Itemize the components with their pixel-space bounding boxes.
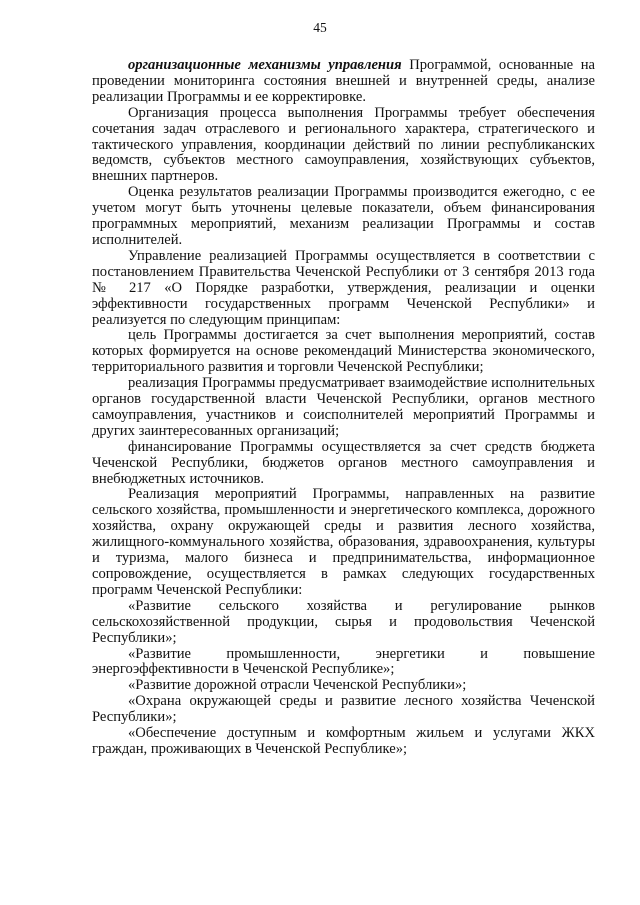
- paragraph: реализация Программы предусматривает взаимодействие исполнительных органов государственной власти Чеченской Республики, органов местного самоуправления, участников и соисполнителей мероприятий Программы и других заинтересованных организаций;: [92, 375, 595, 439]
- list-item: «Обеспечение доступным и комфортным жильем и услугами ЖКХ граждан, проживающих в Чеченской Республике»;: [92, 725, 595, 757]
- bold-italic-lead: организационные механизмы управления: [128, 57, 402, 73]
- document-body: [92, 58, 595, 758]
- paragraph: Организация процесса выполнения Программы требует обеспечения сочетания задач отраслевого и регионального характера, стратегического и тактического управления, координации действий по линии республиканских ведомств, субъектов местного самоуправления, хозяйствующих субъектов, внешних партнеров.: [92, 104, 595, 185]
- page-number: 45: [313, 20, 327, 35]
- paragraph-text: Программой, основанные на проведении мониторинга состояния внешней и внутренней среды, анализе реализации Программы и ее корректировке.: [92, 57, 595, 105]
- paragraph: финансирование Программы осуществляется за счет средств бюджета Чеченской Республики, бюджетов органов местного самоуправления и внебюджетных источников.: [92, 438, 595, 487]
- paragraph: цель Программы достигается за счет выполнения мероприятий, состав которых формируется на основе рекомендаций Министерства экономического, территориального развития и торговли Чеченской Республики;: [92, 327, 595, 376]
- list-item: «Охрана окружающей среды и развитие лесного хозяйства Чеченской Республики»;: [92, 693, 595, 726]
- list-item: «Развитие промышленности, энергетики и повышение энергоэффективности в Чеченской Республике»;: [92, 645, 595, 678]
- paragraph: Оценка результатов реализации Программы производится ежегодно, с ее учетом могут быть уточнены целевые показатели, объем финансирования программных мероприятий, механизм реализации Программы и состав исполнителей.: [92, 184, 595, 248]
- list-item: «Развитие дорожной отрасли Чеченской Республики»;: [128, 677, 467, 694]
- list-item: «Развитие сельского хозяйства и регулирование рынков сельскохозяйственной продукции, сырья и продовольствия Чеченской Республики»;: [92, 597, 595, 646]
- paragraph: Управление реализацией Программы осуществляется в соответствии с постановлением Правительства Чеченской Республики от 3 сентября 2013 года № 217 «О Порядке разработки, утверждения, реализации и оценки эффективности государственных программ Чеченской Республики» и реализуется по следующим принципам:: [92, 247, 595, 328]
- paragraph: Реализация мероприятий Программы, направленных на развитие сельского хозяйства, промышленности и энергетического комплекса, дорожного хозяйства, охрану окружающей среды и развития лесного хозяйства, жилищного-коммунального хозяйства, образования, здравоохранения, культуры и туризма, малого бизнеса и предпринимательства, информационное сопровождение, осуществляется в рамках следующих государственных программ Чеченской Республики:: [92, 486, 595, 598]
- paragraph: [92, 58, 595, 106]
